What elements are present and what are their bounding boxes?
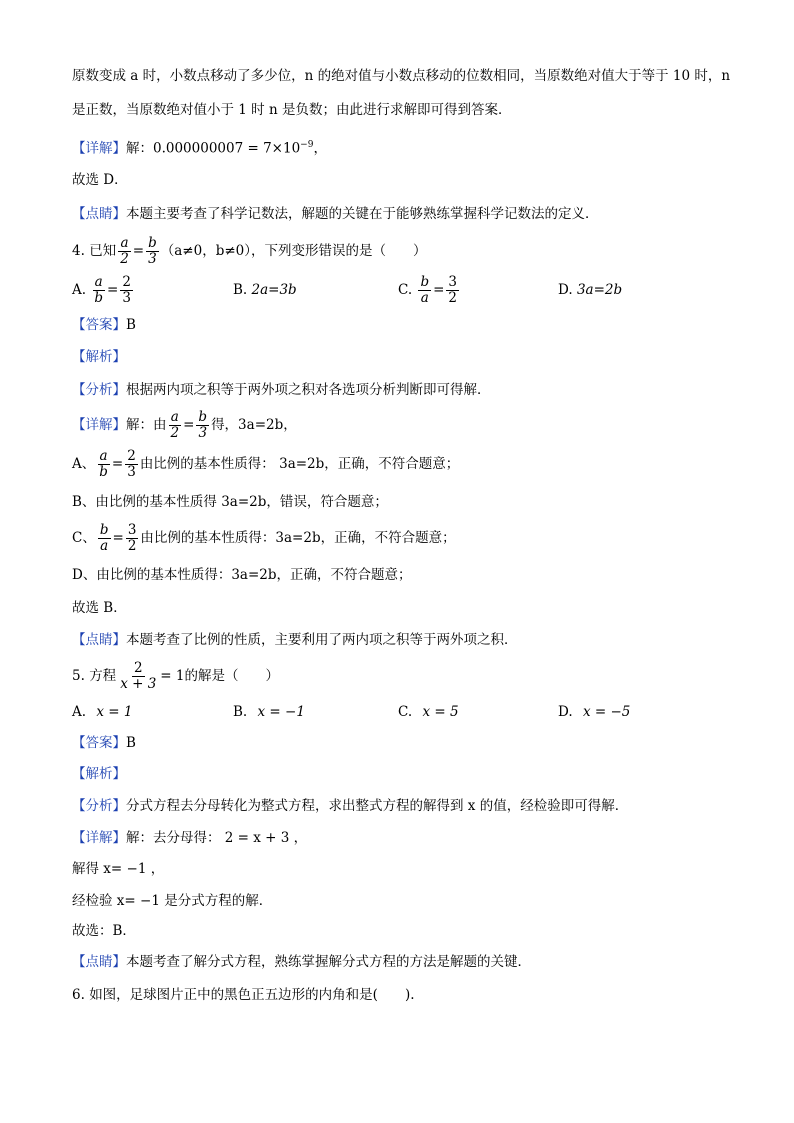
point-tag: 【点睛】 [72,206,126,222]
option-label: A. [72,282,87,298]
fraction-numerator: 2 [122,274,131,290]
option-fraction [418,275,431,306]
q4-row-d: D、由比例的基本性质得：3a=2b，正确，不符合题意； [72,567,412,583]
intro-choose: 故选 D． [72,172,128,188]
fraction-denominator: 2 [170,425,180,441]
option-text: x = −5 [582,704,631,720]
q6-stem-text: 如图，足球图片正中的黑色正五边形的内角和是( ). [89,987,415,1003]
q4-stem-fraction-2 [146,236,159,267]
point-tag: 【点睛】 [72,632,126,648]
q4-row-b: B、由比例的基本性质得 3a=2b，错误，符合题意； [72,494,388,510]
fraction-numerator: a [94,274,103,290]
q6-stem [72,985,415,1005]
option-label: B. [233,704,248,720]
q5-fenxi [72,796,628,816]
q5-solve: 解得 x= −1 ， [72,861,165,877]
q5-detail [72,828,307,848]
fraction-denominator: 3 [122,290,131,306]
fraction-numerator: 2 [133,660,143,676]
equals-sign: = [107,282,119,298]
fraction-numerator: 3 [127,522,137,538]
detail-text: 解：0.000000007 = 7×10 [126,140,301,157]
q4-number: 4. [72,243,85,259]
fraction-numerator: a [120,235,129,251]
option-label: D. [558,704,573,720]
detail-post: 得，3a=2b， [211,417,297,433]
fraction-denominator: 3 [148,251,157,267]
detail-comma: ， [313,140,327,157]
equals-sign: = [111,456,124,472]
q6-number: 6. [72,987,85,1003]
q4-option-c [398,272,461,308]
fraction-numerator: 2 [127,448,136,464]
detail-exponent: −9 [300,140,314,150]
row-fraction-2 [125,449,138,480]
option-label: C. [398,704,413,720]
fenxi-text: 分式方程去分母转化为整式方程，求出整式方程的解得到 x 的值，经检验即可得解． [126,798,629,814]
option-fraction-right [446,275,459,306]
fraction-denominator: 2 [120,251,129,267]
row-text: 由比例的基本性质得： 3a=2b，正确，不符合题意； [139,456,460,472]
option-label: A. [72,704,87,720]
row-fraction-1 [97,449,110,480]
q4-analysis-tag: 【解析】 [72,349,126,365]
detail-fraction-2 [196,410,209,441]
q4-choose: 故选 B． [72,600,127,616]
fraction-denominator: b [94,290,103,306]
fenxi-text: 根据两内项之积等于两外项之积对各选项分析判断即可得解． [126,382,491,398]
fraction-numerator: a [170,409,179,425]
fraction-numerator: b [148,235,157,251]
q5-choose: 故选：B． [72,923,136,939]
detail-tag: 【详解】 [72,830,126,846]
detail-fraction-1 [169,410,182,441]
fraction-denominator: a [420,290,429,306]
fraction-numerator: a [99,448,108,464]
answer-tag: 【答案】 [72,735,126,751]
row-label: C、 [72,530,96,546]
option-label: C. [398,282,413,298]
q5-option-d [558,702,630,722]
q4-row-c [72,520,456,556]
q5-check: 经检验 x= −1 是分式方程的解． [72,893,273,909]
option-fraction [92,275,105,306]
answer-value: B [126,317,136,333]
fraction-numerator: b [99,522,109,538]
equals-sign: = [433,282,445,298]
fenxi-tag: 【分析】 [72,798,126,814]
option-text: x = 1 [96,704,133,720]
q4-row-a [72,446,459,482]
detail-tag: 【详解】 [72,417,126,433]
q5-option-b [233,702,305,722]
detail-text: 解：去分母得： 2 = x + 3 ， [126,830,308,846]
q5-number: 5. [72,668,85,684]
q5-point [72,952,531,972]
option-text: 2a=3b [251,282,297,298]
q4-option-a [72,272,135,308]
fraction-denominator: x + 3 [120,676,157,692]
q4-stem-pre: 已知 [89,243,117,259]
q5-stem-fraction [118,661,158,692]
option-text: x = 5 [422,704,459,720]
q4-point [72,630,518,650]
fraction-denominator: 2 [448,290,457,306]
fraction-denominator: a [100,538,109,554]
q5-stem-post: = 1的解是（ ） [160,668,279,684]
fraction-denominator: 2 [127,538,137,554]
fraction-denominator: 3 [198,425,208,441]
q4-option-b [233,280,297,300]
point-tag: 【点睛】 [72,954,126,970]
q5-stem [72,658,279,694]
q5-stem-pre: 方程 [89,668,117,684]
equals-sign: = [183,417,195,433]
equals-sign: = [132,243,145,259]
fraction-numerator: b [420,274,430,290]
q4-detail [72,407,297,443]
option-label: D. [558,282,573,298]
intro-detail [72,135,327,159]
option-label: B. [233,282,248,298]
option-text: 3a=2b [576,282,623,298]
fraction-denominator: b [99,464,108,480]
answer-tag: 【答案】 [72,317,126,333]
answer-value: B [126,735,136,751]
row-text: 由比例的基本性质得：3a=2b，正确，不符合题意； [140,530,456,546]
q4-answer [72,315,136,335]
point-text: 本题主要考查了科学记数法，解题的关键在于能够熟练掌握科学记数法的定义． [126,206,599,222]
equals-sign: = [112,530,124,546]
intro-point [72,204,599,224]
fenxi-tag: 【分析】 [72,382,126,398]
option-text: x = −1 [257,704,305,720]
point-text: 本题考查了比例的性质，主要利用了两内项之积等于两外项之积． [126,632,518,648]
row-fraction-2 [126,523,139,554]
q5-option-c [398,702,459,722]
point-text: 本题考查了解分式方程，熟练掌握解分式方程的方法是解题的关键． [126,954,531,970]
detail-pre: 解：由 [126,417,167,433]
q4-fenxi [72,380,491,400]
q4-option-d [558,280,622,300]
detail-tag: 【详解】 [72,140,126,157]
q5-answer [72,733,136,753]
row-label: A、 [72,456,96,472]
fraction-denominator: 3 [127,464,136,480]
fraction-numerator: 3 [448,274,457,290]
q4-stem-post: （a≠0，b≠0），下列变形错误的是（ ） [160,243,427,259]
fraction-numerator: b [198,409,208,425]
row-fraction-1 [98,523,111,554]
q5-option-a [72,702,132,722]
q4-stem [72,233,427,269]
intro-line-2: 是正数，当原数绝对值小于 1 时 n 是负数；由此进行求解即可得到答案． [72,102,512,118]
option-fraction-right [120,275,133,306]
intro-line-1: 原数变成 a 时，小数点移动了多少位，n 的绝对值与小数点移动的位数相同，当原数绝对值大于等于 10 时，n [72,68,731,84]
q4-stem-fraction-1 [118,236,131,267]
q5-analysis-tag: 【解析】 [72,766,126,782]
